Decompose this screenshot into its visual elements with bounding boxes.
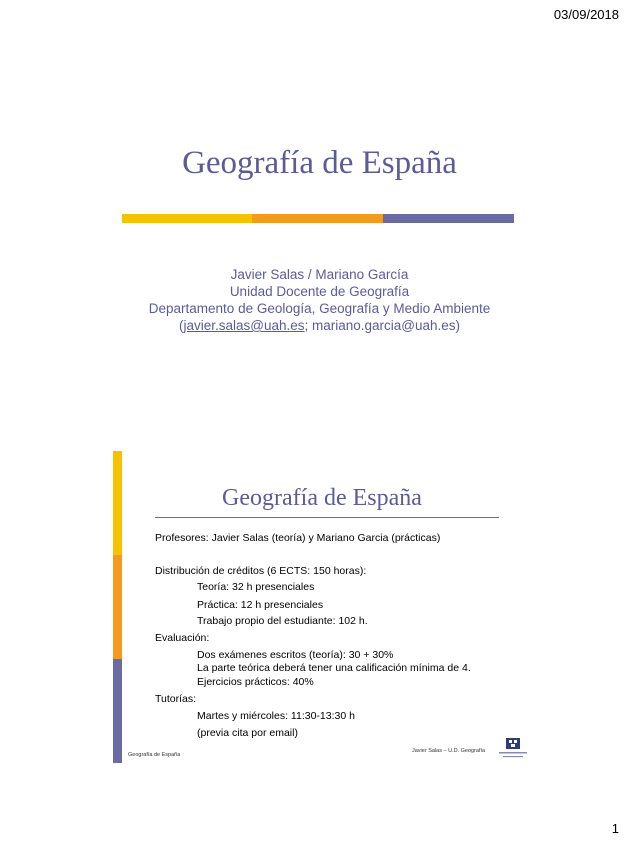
slide1-department: Departamento de Geología, Geografía y Medio Ambiente: [148, 301, 491, 316]
slide2-footer-right: Javier Salas – U.D. Geografía: [412, 748, 486, 754]
email-link-javier[interactable]: javier.salas@uah.es: [183, 318, 305, 333]
slide1-bar-yellow: [122, 214, 252, 223]
slide2-title-rule: [155, 517, 499, 518]
teoria-line: Teoría: 32 h presenciales: [197, 581, 315, 593]
tutorias-line: Tutorías:: [155, 693, 197, 705]
trabajo-line: Trabajo propio del estudiante: 102 h.: [197, 615, 368, 627]
slide2-footer-left: Geografía de España: [128, 752, 181, 758]
page-number: 1: [611, 821, 619, 836]
slide1-bar-orange: [252, 214, 383, 223]
evaluacion-line: Evaluación:: [155, 632, 210, 644]
ejercicios-line: Ejercicios prácticos: 40%: [197, 676, 314, 688]
slide2-vbar-yellow: [113, 451, 122, 555]
slide2-vbar-orange: [113, 555, 122, 659]
distribucion-line: Distribución de créditos (6 ECTS: 150 horas):: [155, 565, 367, 577]
parte-teorica-line: La parte teórica deberá tener una calificación mínima de 4.: [197, 662, 471, 674]
university-logo-icon: [497, 737, 529, 761]
slide1-unit: Unidad Docente de Geografía: [229, 284, 410, 299]
slide1-title: Geografía de España: [182, 145, 457, 181]
slide2-title: Geografía de España: [222, 485, 422, 511]
examenes-line: Dos exámenes escritos (teoría): 30 + 30%: [197, 649, 394, 661]
slide1-authors-block: [0, 266, 639, 334]
practica-line: Práctica: 12 h presenciales: [197, 599, 324, 611]
slide1-emails: [0, 317, 639, 334]
profesores-line: Profesores: Javier Salas (teoría) y Mariano Garcia (prácticas): [155, 532, 441, 544]
page-date: 03/09/2018: [553, 7, 619, 22]
slide2-vbar-purple: [113, 659, 122, 763]
slide1-authors: Javier Salas / Mariano García: [230, 267, 409, 282]
email-rest: ; mariano.garcia@uah.es): [304, 318, 461, 333]
email-open: (: [178, 318, 184, 333]
horario-line: Martes y miércoles: 11:30-13:30 h: [197, 710, 355, 722]
cita-line: (previa cita por email): [197, 727, 298, 739]
slide1-bar-purple: [383, 214, 514, 223]
